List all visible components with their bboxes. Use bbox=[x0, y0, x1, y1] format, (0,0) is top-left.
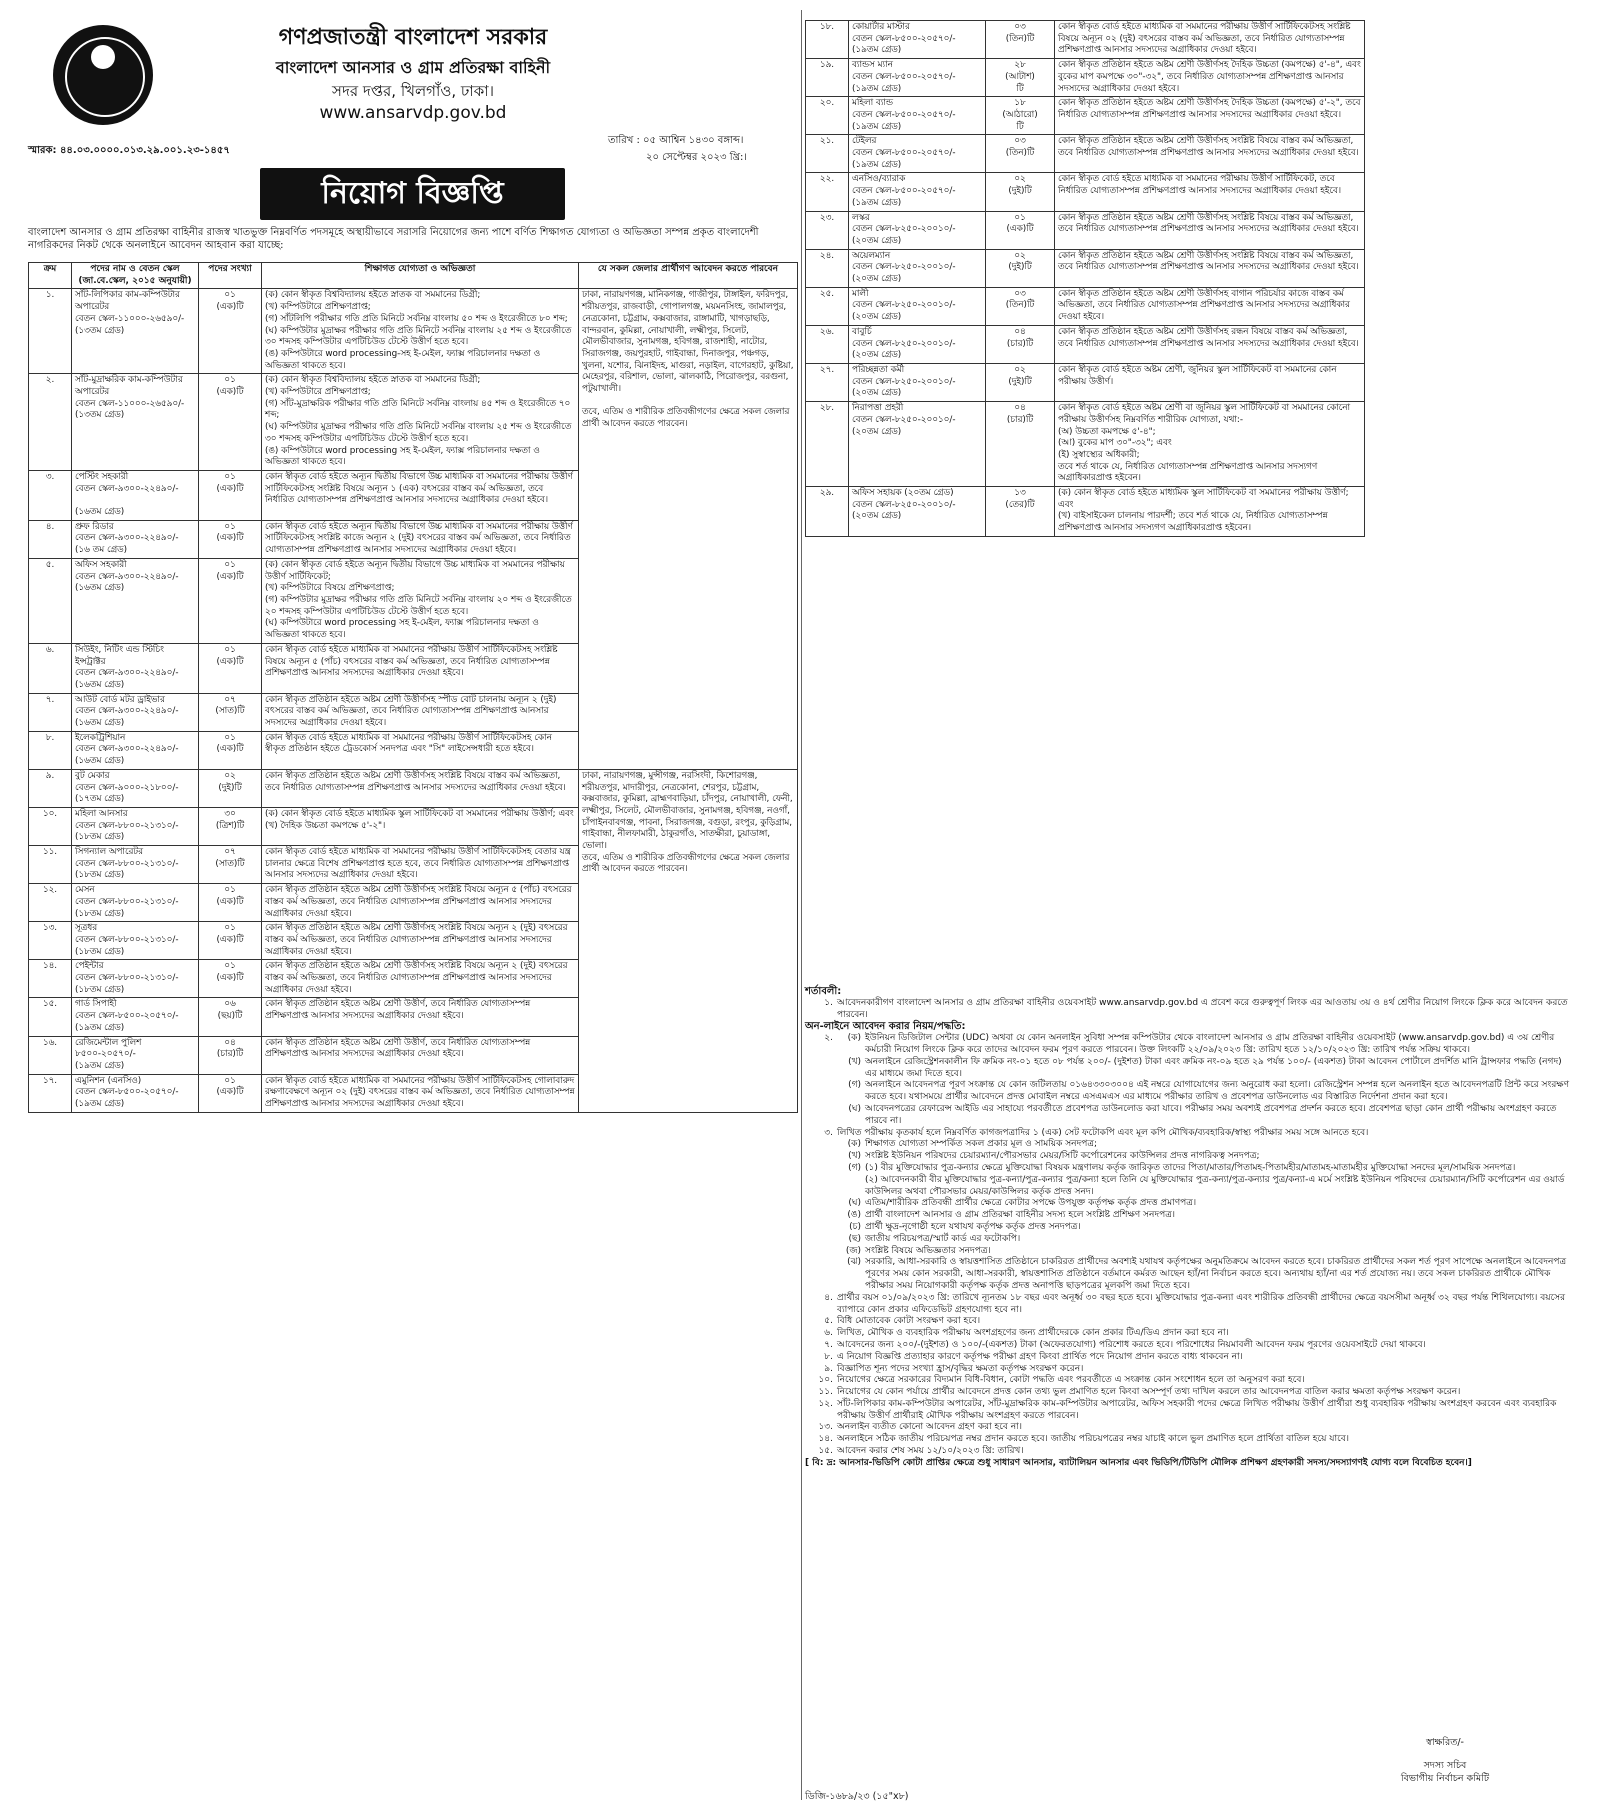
condition-item bbox=[805, 1316, 1575, 1328]
row-count: ০১ (এক)টি bbox=[199, 520, 262, 558]
row-count: ০৩ (তিন)টি bbox=[986, 21, 1055, 59]
row-qualification: (ক) কোন স্বীকৃত বিশ্ববিদ্যালয় হইতে স্নাতক বা সমমানের ডিগ্রী; (খ) কম্পিউটারে প্রশিক্ষণপ্রাপ্ত; (গ) সাঁটলিপি পরীক্ষার গতি প্রতি মিনিটে সর্বনিম্ন বাংলায় ৫০ শব্দ ও ইংরেজীতে ৮০ শব্দ; (ঘ) কম্পিউটার মুদ্রাক্ষর পরীক্ষার গতি প্রতি মিনিটে সর্বনিম্ন বাংলায় ২৫ শব্দ ও ইংরেজীতে ৩০ শব্দসহ কম্পিউটার এপটিচিউড টেস্টে উত্তীর্ণ হতে হবে। (ঙ) কম্পিউটারে word processing-সহ ই-মেইল, ফ্যাক্স পরিচালনার দক্ষতা ও অভিজ্ঞতা থাকতে হবে। bbox=[262, 289, 579, 374]
table-row bbox=[806, 325, 1365, 363]
condition-text: অনলাইনে সঠিক জাতীয় পরিচয়পত্র নম্বর প্রদান করতে হবে। জাতীয় পরিচয়পত্রের নম্বর যাচাই কালে ভুল প্রমাণিত হলে প্রার্থিতা বাতিল হয়ে যাবে। bbox=[837, 1434, 1349, 1445]
row-qualification: কোন স্বীকৃত বোর্ড হইতে মাধ্যমিক বা সমমানের পরীক্ষায় উত্তীর্ণ সার্টিফিকেটসহ বেতার যন্ত্র চালনার ক্ষেত্রে বিশেষ প্রশিক্ষণপ্রাপ্ত হতে হবে, তবে নির্ধারিত যোগ্যতাসম্পন্ন প্রশিক্ষণপ্রাপ্ত আনসার সদস্যদের অগ্রাধিকার দেওয়া হইবে। bbox=[262, 846, 579, 884]
row-serial: ৫. bbox=[29, 558, 72, 643]
sub-text: এতিম/শারীরিক প্রতিবন্ধী প্রার্থীর ক্ষেত্রে কোটার সপক্ষে উপযুক্ত কর্তৃপক্ষ কর্তৃক প্রদত্ত প্রমাণপত্র। bbox=[865, 1198, 1197, 1209]
table-row bbox=[806, 135, 1365, 173]
condition-text: নিয়োগের ক্ষেত্রে সরকারের বিদ্যমান বিধি-বিধান, কোটা পদ্ধতি এবং পরবর্তীতে এ সংক্রান্ত কোন সংশোধন হলে তা অনুসরণ করা হবে। bbox=[837, 1375, 1305, 1386]
th-qualification: শিক্ষাগত যোগ্যতা ও অভিজ্ঞতা bbox=[262, 263, 579, 289]
row-count: ০১ (এক)টি bbox=[986, 211, 1055, 249]
row-count: ০৬ (ছয়)টি bbox=[199, 998, 262, 1036]
row-serial: ১৮. bbox=[806, 21, 849, 59]
row-serial: ১৬. bbox=[29, 1036, 72, 1074]
date-english: ২০ সেপ্টেম্বর ২০২৩ খ্রি:। bbox=[646, 152, 747, 163]
condition-item bbox=[805, 1422, 1575, 1434]
row-post: নিরাপত্তা প্রহরী বেতন স্কেল-৮২৫০-২০০১০/- (২০তম গ্রেড) bbox=[849, 402, 986, 487]
memo-number: স্মারক: ৪৪.০৩.০০০০.০১৩.২৯.০০১.২৩-১৪৫৭ bbox=[28, 145, 230, 156]
row-serial: ২৭. bbox=[806, 363, 849, 401]
row-qualification: কোন স্বীকৃত বোর্ড হইতে মাধ্যমিক বা সমমানের পরীক্ষায় উত্তীর্ণ সার্টিফিকেট, তবে নির্ধারিত যোগ্যতাসম্পন্ন প্রশিক্ষণপ্রাপ্ত আনসার সদস্যদের অগ্রাধিকার দেওয়া হইবে। bbox=[1055, 173, 1365, 211]
row-post: সাঁট-লিপিকার কাম-কম্পিউটার অপারেটর বেতন স্কেল-১১০০০-২৬৫৯০/- (১৩তম গ্রেড) bbox=[72, 289, 199, 374]
sub-text: অনলাইনে রেজিস্ট্রেশনকালীন ফি ক্রমিক নং-০১ হতে ০৮ পর্যন্ত ২০০/- (দুইশত) টাকা এবং ক্রমিক নং-০৯ হতে ২৯ পর্যন্ত ১০০/- (একশত) টাকা আবেদন পোর্টালে প্রদর্শিত মানি ট্রান্সফার পদ্ধতি (নগদ) এর মাধ্যমে জমা দিতে হবে। bbox=[865, 1056, 1562, 1079]
conditions-title: শর্তাবলী: bbox=[805, 986, 842, 997]
sub-text: আবেদনপত্রের রেফারেন্স আইডি এর সাহায্যে পরবর্তীতে প্রবেশপত্র ডাউনলোড করা যাবে। পরীক্ষার সময় অবশ্যই প্রবেশপত্র প্রদর্শন করতে হবে। প্রবেশপত্র ছাড়া কোন প্রার্থী পরীক্ষায় অংশগ্রহণ করতে পারবে না। bbox=[865, 1103, 1557, 1126]
table-row bbox=[806, 21, 1365, 59]
row-post: মালী বেতন স্কেল-৮২৫০-২০০১০/- (২০তম গ্রেড) bbox=[849, 287, 986, 325]
row-post: ব্যান্ডস ম্যান বেতন স্কেল-৮৫০০-২০৫৭০/- (১৯তম গ্রেড) bbox=[849, 59, 986, 97]
row-post: পেস্টিং সহকারী বেতন স্কেল-৯৩০০-২২৪৯০/- (১৬তম গ্রেড) bbox=[72, 470, 199, 520]
sub-text: সংশ্লিষ্ট ইউনিয়ন পরিষদের চেয়ারম্যান/পৌরসভার মেয়র/সিটি কর্পোরেশনের কাউন্সিলর প্রদত্ত নাগরিকত্ব সনদপত্র; bbox=[865, 1151, 1260, 1162]
row-post: বাবুর্চি বেতন স্কেল-৮২৫০-২০০১০/- (২০তম গ্রেড) bbox=[849, 325, 986, 363]
condition-item bbox=[805, 1446, 1575, 1458]
sub-number: (ঘ) bbox=[848, 1103, 861, 1114]
condition-item bbox=[805, 1293, 1575, 1317]
row-post: আউট বোর্ড মটর ড্রাইভার বেতন স্কেল-৯৩০০-২২৪৯০/- (১৬তম গ্রেড) bbox=[72, 693, 199, 731]
row-serial: ২৪. bbox=[806, 249, 849, 287]
condition-number: ১৩. bbox=[818, 1422, 833, 1433]
sub-text: অনলাইনে আবেদনপত্র পূরণ সংক্রান্ত যে কোন জটিলতায় ০১৬৪৩৩০৩০০৪ এই নম্বরে যোগাযোগের জন্য অনুরোধ করা হলো। রেজিস্ট্রেশন সম্পন্ন হলে অনলাইন হতে আবেদনপত্রটি প্রিন্ট করে সংরক্ষণ করতে হবে। যথাসময়ে প্রার্থীর আবেদনে প্রদত্ত মোবাইল নম্বরে এসএমএস এর মাধ্যমে পরীক্ষার তারিখ ও প্রবেশপত্র ডাউনলোড এর বিস্তারিত নির্দেশনা প্রদান করা হবে। bbox=[865, 1080, 1570, 1103]
row-post: পেইন্টার বেতন স্কেল-৮৮০০-২১৩১০/- (১৮তম গ্রেড) bbox=[72, 960, 199, 998]
condition-text: প্রার্থীর বয়স ০১/০৯/২০২৩ খ্রি: তারিখে ন্যূনতম ১৮ বছর এবং অনূর্ধ্ব ৩০ বছর হতে হবে। মুক্তিযোদ্ধার পুত্র-কন্যা এবং শারীরিক প্রতিবন্ধী প্রার্থীদের ক্ষেত্রে বয়সসীমা অনূর্ধ্ব ৩২ বছর পর্যন্ত শিথিলযোগ্য। বয়সের ব্যাপারে কোন প্রকার এফিডেভিট গ্রহণযোগ্য হবে না। bbox=[837, 1292, 1566, 1315]
condition-number: ১১. bbox=[818, 1387, 833, 1398]
condition-number: ১৪. bbox=[818, 1434, 833, 1445]
sub-text: জাতীয় পরিচয়পত্র/স্মার্ট কার্ড এর ফটোকপি। bbox=[865, 1233, 1021, 1244]
table-row bbox=[806, 402, 1365, 487]
row-serial: ১৯. bbox=[806, 59, 849, 97]
row-qualification: (ক) কোন স্বীকৃত বোর্ড হইতে মাধ্যমিক স্কুল সার্টিফিকেট বা সমমানের পরীক্ষায় উত্তীর্ণ; এবং (খ) বাইসাইকেল চালনায় পারদর্শী; তবে শর্ত থাকে যে, নির্ধারিত যোগ্যতাসম্পন্ন প্রশিক্ষণপ্রাপ্ত আনসার সদস্যগণ অগ্রাধিকারপ্রাপ্ত হইবেন। bbox=[1055, 487, 1365, 537]
row-qualification: কোন স্বীকৃত বোর্ড হইতে অষ্টম শ্রেণী বা জুনিয়র স্কুল সার্টিফিকেট বা সমমানের কোনো পরীক্ষায় উত্তীর্ণসহ নিম্নবর্ণিত শারীরিক যোগ্যতা, যথা:- (অ) উচ্চতা কমপক্ষে ৫'-৪"; (আ) বুকের মাপ ৩০"-৩২"; এবং (ই) সুস্বাস্থ্যের অধিকারী; তবে শর্ত থাকে যে, নির্ধারিত যোগ্যতাসম্পন্ন প্রশিক্ষণপ্রাপ্ত আনসার সদস্যগণ অগ্রাধিকারপ্রাপ্ত হইবেন। bbox=[1055, 402, 1365, 487]
row-qualification: কোন স্বীকৃত বোর্ড হইতে মাধ্যমিক বা সমমানের পরীক্ষায় উত্তীর্ণ সার্টিফিকেটসহ গোলাবারুদ রক্ষণাবেক্ষণে অন্যূন ০২ (দুই) বৎসরের বাস্তব কর্ম অভিজ্ঞতা, তবে নির্ধারিত যোগ্যতাসম্পন্ন প্রশিক্ষণপ্রাপ্ত আনসার সদস্যদের অগ্রাধিকার দেওয়া হইবে। bbox=[262, 1074, 579, 1112]
row-serial: ২৫. bbox=[806, 287, 849, 325]
row-post: অফিস সহায়ক (২০তম গ্রেড) বেতন স্কেল-৮২৫০-২০০১০/- (২০তম গ্রেড) bbox=[849, 487, 986, 537]
row-count: ০৭ (সাত)টি bbox=[199, 846, 262, 884]
condition-item bbox=[805, 1128, 1575, 1293]
online-title: অন-লাইনে আবেদন করার নিয়ম/পদ্ধতি: bbox=[805, 1021, 966, 1033]
row-post: সাঁট-মুদ্রাক্ষরিক কাম-কম্পিউটার অপারেটর বেতন স্কেল-১১০০০-২৬৫৯০/- (১৩তম গ্রেড) bbox=[72, 374, 199, 471]
row-post: মহিলা ব্যান্ড বেতন স্কেল-৮৫০০-২০৫৭০/- (১৯তম গ্রেড) bbox=[849, 97, 986, 135]
left-table-body bbox=[29, 289, 798, 1112]
row-serial: ১৭. bbox=[29, 1074, 72, 1112]
row-serial: ২৬. bbox=[806, 325, 849, 363]
condition-number: ৩. bbox=[824, 1127, 833, 1138]
condition-text: লিখিত, মৌখিক ও ব্যবহারিক পরীক্ষায় অংশগ্রহণের জন্য প্রার্থীদেরকে কোন প্রকার টিএ/ডিএ প্রদান করা হবে না। bbox=[837, 1328, 1229, 1339]
row-post: সূত্রধর বেতন স্কেল-৮৮০০-২১৩১০/- (১৮তম গ্রেড) bbox=[72, 922, 199, 960]
row-serial: ৬. bbox=[29, 643, 72, 693]
left-table-wrap bbox=[28, 262, 798, 1113]
row-serial: ২৯. bbox=[806, 487, 849, 537]
condition-text: সাঁট-লিপিকার কাম-কম্পিউটার অপারেটর, সাঁট-মুদ্রাক্ষরিক কাম-কম্পিউটার অপারেটর, অফিস সহকারী পদের ক্ষেত্রে লিখিত পরীক্ষায় উত্তীর্ণ প্রার্থীরা শুধু ব্যবহারিক পরীক্ষায় অংশগ্রহণ করবেন এবং ব্যবহারিক পরীক্ষায় উত্তীর্ণ প্রার্থীরাই মৌখিক পরীক্ষায় অংশগ্রহণ করতে পারবেন। bbox=[837, 1398, 1557, 1421]
condition-item bbox=[805, 1399, 1575, 1423]
condition-item bbox=[805, 998, 1575, 1022]
row-post: মেসন বেতন স্কেল-৮৮০০-২১৩১০/- (১৮তম গ্রেড) bbox=[72, 884, 199, 922]
sub-text: সংশ্লিষ্ট বিষয়ে অভিজ্ঞতার সনদপত্র। bbox=[865, 1245, 991, 1256]
row-post: এনসিও/ব্যারাক বেতন স্কেল-৮৫০০-২০৫৭০/- (১৯তম গ্রেড) bbox=[849, 173, 986, 211]
row-serial: ১. bbox=[29, 289, 72, 374]
condition-number: ৫. bbox=[824, 1316, 833, 1327]
sub-number: (চ) bbox=[849, 1221, 861, 1232]
row-serial: ৯. bbox=[29, 769, 72, 807]
condition-item bbox=[805, 1352, 1575, 1364]
row-qualification: কোন স্বীকৃত প্রতিষ্ঠান হইতে অষ্টম শ্রেণী উত্তীর্ণ, তবে নির্ধারিত যোগ্যতাসম্পন্ন প্রশিক্ষণপ্রাপ্ত আনসার সদস্যদের অগ্রাধিকার দেওয়া হইবে। bbox=[262, 1036, 579, 1074]
th-districts: যে সকল জেলার প্রার্থীগণ আবেদন করতে পারবেন bbox=[579, 263, 798, 289]
row-count: ০২ (দুই)টি bbox=[986, 173, 1055, 211]
row-serial: ১৪. bbox=[29, 960, 72, 998]
right-table-wrap bbox=[805, 20, 1365, 537]
row-qualification: (ক) কোন স্বীকৃত বিশ্ববিদ্যালয় হইতে স্নাতক বা সমমানের ডিগ্রী; (খ) কম্পিউটারে প্রশিক্ষণপ্রাপ্ত; (গ) সাঁট-মুদ্রাক্ষরিক পরীক্ষার গতি প্রতি মিনিটে সর্বনিম্ন বাংলায় ৪৫ শব্দ ও ইংরেজীতে ৭০ শব্দ; (ঘ) কম্পিউটার মুদ্রাক্ষর পরীক্ষার গতি প্রতি মিনিটে সর্বনিম্ন বাংলায় ২৫ শব্দ ও ইংরেজীতে ৩০ শব্দসহ কম্পিউটার এপটিচিউড টেস্টে উত্তীর্ণ হতে হবে। (ঙ) কম্পিউটারে word processing সহ ই-মেইল, ফ্যাক্স পরিচালনার দক্ষতা ও অভিজ্ঞতা থাকতে হবে। bbox=[262, 374, 579, 471]
row-count: ০২ (দুই)টি bbox=[199, 769, 262, 807]
sub-number: (গ) bbox=[848, 1080, 861, 1091]
banner-title: নিয়োগ বিজ্ঞপ্তি bbox=[260, 168, 565, 220]
condition-text: আবেদনকারীগণ বাংলাদেশ আনসার ও গ্রাম প্রতিরক্ষা বাহিনীর ওয়েবসাইট www.ansarvdp.gov.bd এ প্রবেশ করে গুরুত্বপূর্ণ লিংক এর আওতায় ৩য় ও ৪র্থ শ্রেণীর নিয়োগ লিংকে ক্লিক করে আবেদন করতে পারবেন। bbox=[837, 997, 1568, 1020]
table-row bbox=[806, 249, 1365, 287]
condition-text bbox=[837, 1033, 1575, 1127]
row-post: সিগন্যাল অপারেটর বেতন স্কেল-৮৮০০-২১৩১০/- (১৮তম গ্রেড) bbox=[72, 846, 199, 884]
row-serial: ২১. bbox=[806, 135, 849, 173]
table-row bbox=[806, 487, 1365, 537]
sub-text: শিক্ষাগত যোগ্যতা সম্পর্কিত সকল প্রকার মূল ও সাময়িক সনদপত্র; bbox=[865, 1139, 1098, 1150]
row-qualification: কোন স্বীকৃত বোর্ড হইতে মাধ্যমিক বা সমমানের পরীক্ষায় উত্তীর্ণ সার্টিফিকেটসহ কোন স্বীকৃত প্রতিষ্ঠান হইতে ট্রেডকোর্স সনদপত্র এবং "সি" লাইসেন্সধারী হতে হইবে। bbox=[262, 731, 579, 769]
row-serial: ১১. bbox=[29, 846, 72, 884]
row-count: ১৩ (তের)টি bbox=[986, 487, 1055, 537]
intro-text: বাংলাদেশ আনসার ও গ্রাম প্রতিরক্ষা বাহিনীর রাজস্ব খাতভুক্ত নিম্নবর্ণিত পদসমূহে অস্থায়ীভাবে সরাসরি নিয়োগের জন্য পাশে বর্ণিত শিক্ষাগত যোগ্যতা ও অভিজ্ঞতা সম্পন্ন প্রকৃত বাংলাদেশী নাগরিকদের নিকট থেকে অনলাইনে আবেদন আহবান করা যাচ্ছে: bbox=[28, 227, 759, 251]
left-column bbox=[28, 0, 798, 1110]
signed-label: স্বাক্ষরিত/- bbox=[1426, 1737, 1464, 1748]
sub-number: (জ) bbox=[845, 1245, 861, 1256]
row-qualification: কোন স্বীকৃত প্রতিষ্ঠান হইতে অষ্টম শ্রেণী উত্তীর্ণসহ স্পীড বোট চালনায় অন্যূন ২ (দুই) বৎসরের বাস্তব কর্ম অভিজ্ঞতা, তবে নির্ধারিত যোগ্যতাসম্পন্ন প্রশিক্ষণপ্রাপ্ত আনসার সদস্যদের অগ্রাধিকার দেওয়া হইবে। bbox=[262, 693, 579, 731]
row-qualification: কোন স্বীকৃত প্রতিষ্ঠান হইতে অষ্টম শ্রেণী উত্তীর্ণসহ বাগান পরিচর্যার কাজে বাস্তব কর্ম অভিজ্ঞতা, তবে নির্ধারিত যোগ্যতাসম্পন্ন প্রশিক্ষণপ্রাপ্ত আনসার সদস্যদের অগ্রাধিকার দেওয়া হইবে। bbox=[1055, 287, 1365, 325]
sub-text: সরকারি, আধা-সরকারি ও স্বায়ত্তশাসিত প্রতিষ্ঠানে চাকরিরত প্রার্থীদের অবশ্যই যথাযথ কর্তৃপক্ষের অনুমতিক্রমে আবেদন করতে হবে। চাকরিরত প্রার্থীদের সকল শর্ত পূরণ সাপেক্ষে অনলাইনে আবেদনপত্র পূরণের সময় কোন সরকারী, আধা-সরকারী, স্বায়ত্তশাসিত প্রতিষ্ঠানে বর্তমানে কর্মরত আছেন হ্যাঁ/না নির্বাচন করতে হবে। অন্যথায় হ্যাঁ/না এর শর্ত প্রযোজ্য নয়। তবে সকল চাকরিরত প্রার্থীকে মৌখিক পরীক্ষার সময় নিয়োগকারী কর্তৃপক্ষ কর্তৃক প্রদত্ত অনাপত্তি ছাড়পত্রের মূলকপি জমা দিতে হবে। bbox=[865, 1257, 1567, 1291]
condition-text: আবেদনের জন্য ২০০/-(দুইশত) ও ১০০/-(একশত) টাকা (অফেরতযোগ্য) পরিশোধ করতে হবে। পরিশোধের নিয়মাবলী আবেদন ফরম পূরণের ওয়েবসাইটে দেয়া থাকবে। bbox=[837, 1339, 1426, 1350]
condition-number: ৯. bbox=[824, 1363, 833, 1374]
row-count: ২৮ (আটাশ) টি bbox=[986, 59, 1055, 97]
row-count: ০২ (দুই)টি bbox=[986, 249, 1055, 287]
row-post: মহিলা আনসার বেতন স্কেল-৮৮০০-২১৩১০/- (১৮তম গ্রেড) bbox=[72, 807, 199, 845]
date-block bbox=[608, 133, 798, 167]
sub-number: (ক) bbox=[847, 1033, 861, 1044]
committee-name: বিভাগীয় নির্বাচন কমিটি bbox=[1400, 1773, 1490, 1784]
row-qualification: কোন স্বীকৃত প্রতিষ্ঠান হইতে অষ্টম শ্রেণী উত্তীর্ণসহ সংশ্লিষ্ট বিষয়ে বাস্তব কর্ম অভিজ্ঞতা, তবে নির্ধারিত যোগ্যতাসম্পন্ন প্রশিক্ষণপ্রাপ্ত আনসার সদস্যদের অগ্রাধিকার দেওয়া হইবে। bbox=[262, 769, 579, 807]
header bbox=[28, 0, 798, 170]
districts-group-2: ঢাকা, নারায়ণগঞ্জ, মুন্সীগঞ্জ, নরসিংদী, কিশোরগঞ্জ, শরীয়তপুর, মাদারীপুর, নেত্রকোনা, শেরপুর, চট্টগ্রাম, কক্সবাজার, কুমিল্লা, ব্রাহ্মণবাড়িয়া, চাঁদপুর, নোয়াখালী, ফেনী, লক্ষ্মীপুর, সিলেট, মৌলভীবাজার, সুনামগঞ্জ, হবিগঞ্জ, নওগাঁ, চাঁপাইনবাবগঞ্জ, পাবনা, সিরাজগঞ্জ, বগুড়া, রংপুর, কুড়িগ্রাম, গাইবান্ধা, নীলফামারী, ঠাকুরগাঁও, সাতক্ষীরা, চুয়াডাঙ্গা, ভোলা। তবে, এতিম ও শারীরিক প্রতিবন্ধীগণের ক্ষেত্রে সকল জেলার প্রার্থী আবেদন করতে পারবেন। bbox=[579, 769, 798, 1112]
row-qualification: কোন স্বীকৃত প্রতিষ্ঠান হইতে অষ্টম শ্রেণী উত্তীর্ণসহ সংশ্লিষ্ট বিষয়ে অন্যূন ৫ (পাঁচ) বৎসরের বাস্তব কর্ম অভিজ্ঞতা, তবে নির্ধারিত যোগ্যতাসম্পন্ন প্রশিক্ষণপ্রাপ্ত আনসার সদস্যদের অগ্রাধিকার দেওয়া হইবে। bbox=[262, 884, 579, 922]
condition-item bbox=[805, 1033, 1575, 1127]
row-serial: ১২. bbox=[29, 884, 72, 922]
condition-number: ৭. bbox=[824, 1339, 833, 1350]
print-code: ডিজি-১৬৮৯/২৩ (১৫"x৮) bbox=[805, 1791, 909, 1802]
row-count: ০১ (এক)টি bbox=[199, 643, 262, 693]
row-serial: ২৩. bbox=[806, 211, 849, 249]
table-row bbox=[806, 173, 1365, 211]
row-post: প্রুফ রিডার বেতন স্কেল-৯৩০০-২২৪৯০/- (১৬ তম গ্রেড) bbox=[72, 520, 199, 558]
condition-number: ৬. bbox=[824, 1328, 833, 1339]
row-count: ০৭ (সাত)টি bbox=[199, 693, 262, 731]
row-serial: ২০. bbox=[806, 97, 849, 135]
sub-text: প্রার্থী ক্ষুদ্র-নৃগোষ্ঠী হলে যথাযথ কর্তৃপক্ষ কর্তৃক প্রদত্ত সনদপত্র। bbox=[865, 1221, 1081, 1232]
row-post: টেইলর বেতন স্কেল-৮৫০০-২০৫৭০/- (১৯তম গ্রেড) bbox=[849, 135, 986, 173]
date-bengali: তারিখ : ০৫ আশ্বিন ১৪৩০ বঙ্গাব্দ। bbox=[608, 135, 744, 146]
department-title: বাংলাদেশ আনসার ও গ্রাম প্রতিরক্ষা বাহিনী bbox=[275, 58, 551, 77]
row-serial: ৭. bbox=[29, 693, 72, 731]
condition-item bbox=[805, 1375, 1575, 1387]
signature-block bbox=[1335, 1736, 1555, 1785]
condition-item bbox=[805, 1364, 1575, 1376]
condition-number: ৮. bbox=[824, 1351, 833, 1362]
address: সদর দপ্তর, খিলগাঁও, ঢাকা। bbox=[332, 82, 494, 100]
table-row bbox=[29, 769, 798, 807]
row-count: ০৪ (চার)টি bbox=[199, 1036, 262, 1074]
row-qualification: কোন স্বীকৃত প্রতিষ্ঠান হইতে অষ্টম শ্রেণী উত্তীর্ণসহ সংশ্লিষ্ট বিষয়ে অন্যূন ২ (দুই) বৎসরের বাস্তব কর্ম অভিজ্ঞতা, তবে নির্ধারিত যোগ্যতাসম্পন্ন প্রশিক্ষণপ্রাপ্ত আনসার সদস্যদের অগ্রাধিকার দেওয়া হইবে। bbox=[262, 960, 579, 998]
row-qualification: কোন স্বীকৃত প্রতিষ্ঠান হইতে অষ্টম শ্রেণী উত্তীর্ণসহ সংশ্লিষ্ট বিষয়ে অন্যূন ২ (দুই) বৎসরের বাস্তব কর্ম অভিজ্ঞতা, তবে নির্ধারিত যোগ্যতাসম্পন্ন প্রশিক্ষণপ্রাপ্ত আনসার সদস্যদের অগ্রাধিকার দেওয়া হইবে। bbox=[262, 922, 579, 960]
row-count: ০১ (এক)টি bbox=[199, 289, 262, 374]
row-count: ০১ (এক)টি bbox=[199, 731, 262, 769]
row-count: ০১ (এক)টি bbox=[199, 470, 262, 520]
signatory-title: সদস্য সচিব bbox=[1423, 1760, 1467, 1771]
row-qualification: কোন স্বীকৃত বোর্ড হইতে অন্যূন দ্বিতীয় বিভাগে উচ্চ মাধ্যমিক বা সমমানের পরীক্ষায় উত্তীর্ণ সার্টিফিকেটসহ সংশ্লিষ্ট কাজে অন্যূন ২ (দুই) বৎসরের বাস্তব কর্ম অভিজ্ঞতা, তবে নির্ধারিত যোগ্যতাসম্পন্ন প্রশিক্ষণপ্রাপ্ত আনসার সদস্যদের অগ্রাধিকার দেওয়া হইবে। bbox=[262, 520, 579, 558]
sub-number: (খ) bbox=[848, 1056, 861, 1067]
row-post: বুট মেকার বেতন স্কেল-৯০০০-২১৮০০/- (১৭তম গ্রেড) bbox=[72, 769, 199, 807]
row-qualification: কোন স্বীকৃত প্রতিষ্ঠান হইতে অষ্টম শ্রেণী উত্তীর্ণ, তবে নির্ধারিত যোগ্যতাসম্পন্ন প্রশিক্ষণপ্রাপ্ত আনসার সদস্যদের অগ্রাধিকার দেওয়া হইবে। bbox=[262, 998, 579, 1036]
sub-text: ইউনিয়ন ডিজিটাল সেন্টার (UDC) অথবা যে কোন অনলাইন সুবিধা সম্পন্ন কম্পিউটার থেকে বাংলাদেশ আনসার ও গ্রাম প্রতিরক্ষা বাহিনীর ওয়েবসাইট (www.ansarvdp.gov.bd) এ ৩য় শ্রেণীর কর্মচারী নিয়োগ লিংকে ক্লিক করে তাদের আবেদন ফরম পূরণ করতে পারবেন। উক্ত লিংকটি ২২/০৯/২০২৩ খ্রি: তারিখ হতে ১২/১০/২০২৩ খ্রি: তারিখ পর্যন্ত সক্রিয় থাকবে। bbox=[865, 1033, 1555, 1055]
row-qualification: কোন স্বীকৃত প্রতিষ্ঠান হইতে অষ্টম শ্রেণী উত্তীর্ণসহ সংশ্লিষ্ট বিষয়ে বাস্তব কর্ম অভিজ্ঞতা, তবে নির্ধারিত যোগ্যতাসম্পন্ন প্রশিক্ষণপ্রাপ্ত আনসার সদস্যদের অগ্রাধিকার দেওয়া হইবে। bbox=[1055, 211, 1365, 249]
table-row bbox=[806, 363, 1365, 401]
sub-number: (ঝ) bbox=[847, 1257, 861, 1268]
table-row bbox=[806, 211, 1365, 249]
govt-title: গণপ্রজাতন্ত্রী বাংলাদেশ সরকার bbox=[278, 25, 548, 50]
row-qualification: কোন স্বীকৃত প্রতিষ্ঠান হইতে অষ্টম শ্রেণী উত্তীর্ণসহ রন্ধন বিষয়ে বাস্তব কর্ম অভিজ্ঞতা, তবে নির্ধারিত যোগ্যতাসম্পন্ন প্রশিক্ষণপ্রাপ্ত আনসার সদস্যদের অগ্রাধিকার দেওয়া হইবে। bbox=[1055, 325, 1365, 363]
condition-number: ১০. bbox=[818, 1375, 833, 1386]
condition-item bbox=[805, 1340, 1575, 1352]
row-serial: ৪. bbox=[29, 520, 72, 558]
row-count: ০২ (দুই)টি bbox=[986, 363, 1055, 401]
row-serial: ১৫. bbox=[29, 998, 72, 1036]
row-count: ০১ (এক)টি bbox=[199, 558, 262, 643]
districts-group-1: ঢাকা, নারায়ণগঞ্জ, মানিকগঞ্জ, গাজীপুর, টাঙ্গাইল, ফরিদপুর, শরীয়তপুর, রাজবাড়ী, গোপালগঞ্জ, ময়মনসিংহ, জামালপুর, নেত্রকোনা, চট্টগ্রাম, কক্সবাজার, রাঙ্গামাটি, খাগড়াছড়ি, বান্দরবান, কুমিল্লা, নোয়াখালী, লক্ষ্মীপুর, সিলেট, মৌলভীবাজার, সুনামগঞ্জ, হবিগঞ্জ, রাজশাহী, নাটোর, সিরাজগঞ্জ, জয়পুরহাট, গাইবান্ধা, দিনাজপুর, পঞ্চগড়, খুলনা, যশোর, ঝিনাইদহ, মাগুরা, নড়াইল, বাগেরহাট, কুষ্টিয়া, মেহেরপুর, বরিশাল, ভোলা, ঝালকাঠি, পিরোজপুর, বরগুনা, পটুয়াখালী। তবে, এতিম ও শারীরিক প্রতিবন্ধীগণের ক্ষেত্রে সকল জেলার প্রার্থী আবেদন করতে পারবেন। bbox=[579, 289, 798, 769]
sub-number: (ক) bbox=[847, 1139, 861, 1150]
row-qualification: কোন স্বীকৃত প্রতিষ্ঠান হইতে অষ্টম শ্রেণী উত্তীর্ণসহ দৈহিক উচ্চতা (কমপক্ষে) ৫'-৪", এবং বুকের মাপ কমপক্ষে ৩০"-৩২", তবে নির্ধারিত যোগ্যতাসম্পন্ন প্রশিক্ষণপ্রাপ্ত আনসার সদস্যদের অগ্রাধিকার দেওয়া হইবে। bbox=[1055, 59, 1365, 97]
row-count: ০১ (এক)টি bbox=[199, 960, 262, 998]
row-qualification: কোন স্বীকৃত বোর্ড হইতে মাধ্যমিক বা সমমানের পরীক্ষায় উত্তীর্ণ সার্টিফিকেটসহ সংশ্লিষ্ট বিষয়ে অন্যূন ৫ (পাঁচ) বৎসরের বাস্তব কর্ম অভিজ্ঞতা, তবে নির্ধারিত যোগ্যতাসম্পন্ন প্রশিক্ষণপ্রাপ্ত আনসার সদস্যদের অগ্রাধিকার দেওয়া হইবে। bbox=[262, 643, 579, 693]
condition-text: বিধি মোতাবেক কোটা সংরক্ষণ করা হবে। bbox=[837, 1316, 981, 1327]
condition-item bbox=[805, 1387, 1575, 1399]
sub-text: (১) বীর মুক্তিযোদ্ধার পুত্র-কন্যার ক্ষেত্রে মুক্তিযোদ্ধা বিষয়ক মন্ত্রণালয় কর্তৃক জারিকৃত তাদের পিতা/মাতার/পিতামহ-পিতামহীর/মাতামহ-মাতামহীর মুক্তিযোদ্ধা সনদের মূল/সাময়িক সনদপত্র। (২) আবেদনকারী বীর মুক্তিযোদ্ধার পুত্র-কন্যা/পুত্র-কন্যার পুত্র/কন্যা হলে তিনি যে মুক্তিযোদ্ধার পুত্র-কন্যা/পুত্র-কন্যার পুত্র/কন্যা-এ মর্মে সংশ্লিষ্ট ইউনিয়ন পরিষদের চেয়ারম্যান/সিটি কর্পোরেশন এর ওয়ার্ড কাউন্সিলর অথবা পৌরসভার মেয়র/কাউন্সিলর কর্তৃক প্রদত্ত সনদ। bbox=[865, 1162, 1565, 1197]
row-qualification: (ক) কোন স্বীকৃত বোর্ড হইতে মাধ্যমিক স্কুল সার্টিফিকেট বা সমমানের পরীক্ষায় উত্তীর্ণ; এবং (খ) দৈহিক উচ্চতা কমপক্ষে ৫'-২"। bbox=[262, 807, 579, 845]
sub-text: প্রার্থী বাংলাদেশ আনসার ও গ্রাম প্রতিরক্ষা বাহিনীর সদস্য হলে সংশ্লিষ্ট প্রশিক্ষণ সনদপত্র। bbox=[865, 1210, 1176, 1221]
website: www.ansarvdp.gov.bd bbox=[319, 103, 507, 123]
sub-number: (ঘ) bbox=[848, 1198, 861, 1209]
posts-table-right bbox=[805, 20, 1365, 537]
row-serial: ২৮. bbox=[806, 402, 849, 487]
table-row bbox=[806, 59, 1365, 97]
condition-number: ১৫. bbox=[818, 1446, 833, 1457]
condition-text bbox=[837, 1128, 1575, 1293]
row-qualification: কোন স্বীকৃত বোর্ড হইতে মাধ্যমিক বা সমমানের পরীক্ষায় উত্তীর্ণ সার্টিফিকেটসহ সংশ্লিষ্ট বিষয়ে অন্যূন ০২ (দুই) বৎসরের বাস্তব কর্ম অভিজ্ঞতা, তবে নির্ধারিত যোগ্যতাসম্পন্ন প্রশিক্ষণপ্রাপ্ত আনসার সদস্যদের অগ্রাধিকার দেওয়া হইবে। bbox=[1055, 21, 1365, 59]
row-post: লস্কর বেতন স্কেল-৮২৫০-২০০১০/- (২০তম গ্রেড) bbox=[849, 211, 986, 249]
row-post: ইলেকট্রিশিয়ান বেতন স্কেল-৯৩০০-২২৪৯০/- (১৬তম গ্রেড) bbox=[72, 731, 199, 769]
condition-text: এ নিয়োগ বিজ্ঞপ্তি প্রত্যাহার কারণে কর্তৃপক্ষ পরীক্ষা গ্রহণ কিংবা প্রার্থিত পদে নিয়োগ প্রদান করতে বাধ্য থাকবেন না। bbox=[837, 1351, 1243, 1362]
row-post: কোয়ার্টার মাস্টার বেতন স্কেল-৮৫০০-২০৫৭০/- (১৯তম গ্রেড) bbox=[849, 21, 986, 59]
column-divider bbox=[801, 10, 802, 1800]
condition-item bbox=[805, 1434, 1575, 1446]
conditions bbox=[805, 986, 1575, 1470]
row-qualification: কোন স্বীকৃত বোর্ড হইতে অষ্টম শ্রেণী, জুনিয়র স্কুল সার্টিফিকেট বা সমমানের কোন পরীক্ষায় উত্তীর্ণ। bbox=[1055, 363, 1365, 401]
row-post: গার্ড সিপাহী বেতন স্কেল-৮৫০০-২০৫৭০/- (১৯তম গ্রেড) bbox=[72, 998, 199, 1036]
row-serial: ৮. bbox=[29, 731, 72, 769]
row-qualification: কোন স্বীকৃত বোর্ড হইতে অন্যূন দ্বিতীয় বিভাগে উচ্চ মাধ্যমিক বা সমমানের পরীক্ষায় উত্তীর্ণ সার্টিফিকেটসহ সংশ্লিষ্ট বিষয়ে অন্যূন ১ (এক) বৎসরের বাস্তব কর্ম অভিজ্ঞতা, তবে নির্ধারিত যোগ্যতাসম্পন্ন প্রশিক্ষণপ্রাপ্ত আনসার সদস্যদের অগ্রাধিকার দেওয়া হইবে। bbox=[262, 470, 579, 520]
row-count: ০৪ (চার)টি bbox=[986, 402, 1055, 487]
row-qualification: কোন স্বীকৃত প্রতিষ্ঠান হইতে অষ্টম শ্রেণী উত্তীর্ণসহ দৈহিক উচ্চতা (কমপক্ষে) ৫'-২", তবে নির্ধারিত যোগ্যতাসম্পন্ন প্রশিক্ষণপ্রাপ্ত আনসার সদস্যদের অগ্রাধিকার দেওয়া হইবে। bbox=[1055, 97, 1365, 135]
th-serial: ক্রম bbox=[29, 263, 72, 289]
row-serial: ১০. bbox=[29, 807, 72, 845]
sub-text: লিখিত পরীক্ষায় কৃতকার্য হলে নিম্নবর্ণিত কাগজপত্রাদির ১ (এক) সেট ফটোকপি এবং মূল কপি মৌখিক/ব্যবহারিক/স্বাস্থ্য পরীক্ষার সময় সঙ্গে আনতে হবে। bbox=[837, 1127, 1369, 1138]
row-post: অফিস সহকারী বেতন স্কেল-৯৩০০-২২৪৯০/- (১৬তম গ্রেড) bbox=[72, 558, 199, 643]
condition-text: আবেদন করার শেষ সময় ১২/১০/২০২৩ খ্রি: তারিখ। bbox=[837, 1446, 1024, 1457]
row-serial: ২২. bbox=[806, 173, 849, 211]
condition-text: অনলাইন ব্যতীত কোনো আবেদন গ্রহণ করা হবে না। bbox=[837, 1422, 1022, 1433]
condition-number: ১. bbox=[824, 997, 833, 1008]
row-post: রেজিমেন্টাল পুলিশ ৮৫০০-২০৫৭০/- (১৯তম গ্রেড) bbox=[72, 1036, 199, 1074]
row-qualification: (ক) কোন স্বীকৃত বোর্ড হইতে অন্যূন দ্বিতীয় বিভাগে উচ্চ মাধ্যমিক বা সমমানের পরীক্ষায় উত্তীর্ণ সার্টিফিকেট; (খ) কম্পিউটারে বিষয়ে প্রশিক্ষণপ্রাপ্ত; (গ) কম্পিউটার মুদ্রাক্ষর পরীক্ষার গতি প্রতি মিনিটে সর্বনিম্ন বাংলায় ২০ শব্দ ও ইংরেজীতে ২০ শব্দসহ কম্পিউটার এপটিচিউড টেস্টে উত্তীর্ণ হতে হবে। (ঘ) কম্পিউটারে word processing সহ ই-মেইল, ফ্যাক্স পরিচালনার দক্ষতা ও অভিজ্ঞতা থাকতে হবে। bbox=[262, 558, 579, 643]
row-serial: ২. bbox=[29, 374, 72, 471]
sub-number: (গ) bbox=[848, 1162, 861, 1173]
condition-number: ৪. bbox=[824, 1292, 833, 1303]
sub-number: (ঙ) bbox=[847, 1210, 861, 1221]
row-serial: ৩. bbox=[29, 470, 72, 520]
row-qualification: কোন স্বীকৃত প্রতিষ্ঠান হইতে অষ্টম শ্রেণী উত্তীর্ণসহ সংশ্লিষ্ট বিষয়ে বাস্তব কর্ম অভিজ্ঞতা, তবে নির্ধারিত যোগ্যতাসম্পন্ন প্রশিক্ষণপ্রাপ্ত আনসার সদস্যদের অগ্রাধিকার দেওয়া হইবে। bbox=[1055, 135, 1365, 173]
row-count: ০১ (এক)টি bbox=[199, 922, 262, 960]
row-count: ৩০ (ত্রিশ)টি bbox=[199, 807, 262, 845]
th-count: পদের সংখ্যা bbox=[199, 263, 262, 289]
table-row bbox=[29, 289, 798, 374]
condition-number: ১২. bbox=[818, 1398, 833, 1409]
row-post: অয়েলম্যান বেতন স্কেল-৮২৫০-২০০১০/- (২০তম গ্রেড) bbox=[849, 249, 986, 287]
condition-text: বিজ্ঞাপিত শূন্য পদের সংখ্যা হ্রাস/বৃদ্ধির ক্ষমতা কর্তৃপক্ষ সংরক্ষণ করেন। bbox=[837, 1363, 1084, 1374]
posts-table-left bbox=[28, 262, 798, 1113]
row-count: ০১ (এক)টি bbox=[199, 374, 262, 471]
row-count: ১৮ (আঠারো) টি bbox=[986, 97, 1055, 135]
row-count: ০৪ (চার)টি bbox=[986, 325, 1055, 363]
condition-number: ২. bbox=[824, 1033, 833, 1044]
condition-text: নিয়োগের যে কোন পর্যায়ে প্রার্থীর আবেদনে প্রদত্ত কোন তথ্য ভুল প্রমাণিত হলে কিংবা অসম্পূর্ণ তথ্য দাখিল করলে তার আবেদনপত্র বাতিল করার ক্ষমতা কর্তৃপক্ষ সংরক্ষণ করেন। bbox=[837, 1387, 1461, 1398]
condition-item bbox=[805, 1328, 1575, 1340]
row-count: ০৩ (তিন)টি bbox=[986, 135, 1055, 173]
table-row bbox=[806, 97, 1365, 135]
row-serial: ১৩. bbox=[29, 922, 72, 960]
row-count: ০৩ (তিন)টি bbox=[986, 287, 1055, 325]
right-table-body bbox=[806, 21, 1365, 537]
special-note: [ বি: দ্র: আনসার-ভিডিপি কোটা প্রাপ্তির ক্ষেত্রে শুধু সাধারণ আনসার, ব্যাটালিয়ন আনসার এবং ভিডিপি/টিডিপি মৌলিক প্রশিক্ষণ গ্রহণকারী সদস্য/সদস্যাগণই যোগ্য বলে বিবেচিত হবেন।] bbox=[805, 1457, 1472, 1468]
sub-number: (খ) bbox=[848, 1151, 861, 1162]
row-qualification: কোন স্বীকৃত প্রতিষ্ঠান হইতে অষ্টম শ্রেণী উত্তীর্ণসহ সংশ্লিষ্ট বিষয়ে বাস্তব কর্ম অভিজ্ঞতা, তবে নির্ধারিত যোগ্যতাসম্পন্ন প্রশিক্ষণপ্রাপ্ত আনসার সদস্যদের অগ্রাধিকার দেওয়া হইবে। bbox=[1055, 249, 1365, 287]
row-count: ০১ (এক)টি bbox=[199, 884, 262, 922]
row-post: পরিচ্ছন্নতা কর্মী বেতন স্কেল-৮২৫০-২০০১০/- (২০তম গ্রেড) bbox=[849, 363, 986, 401]
row-post: এমুনিশন (এনসিও) বেতন স্কেল-৮৫০০-২০৫৭০/- (১৯তম গ্রেড) bbox=[72, 1074, 199, 1112]
sub-number: (ছ) bbox=[848, 1233, 861, 1244]
row-count: ০১ (এক)টি bbox=[199, 1074, 262, 1112]
th-post: পদের নাম ও বেতন স্কেল (জা.বে.স্কেল, ২০১৫ অনুযায়ী) bbox=[72, 263, 199, 289]
row-post: সিউইং, নিটিং এন্ড স্টিচিং ইন্সট্রাক্টর বেতন স্কেল-৯৩০০-২২৪৯০/- (১৬তম গ্রেড) bbox=[72, 643, 199, 693]
table-row bbox=[806, 287, 1365, 325]
